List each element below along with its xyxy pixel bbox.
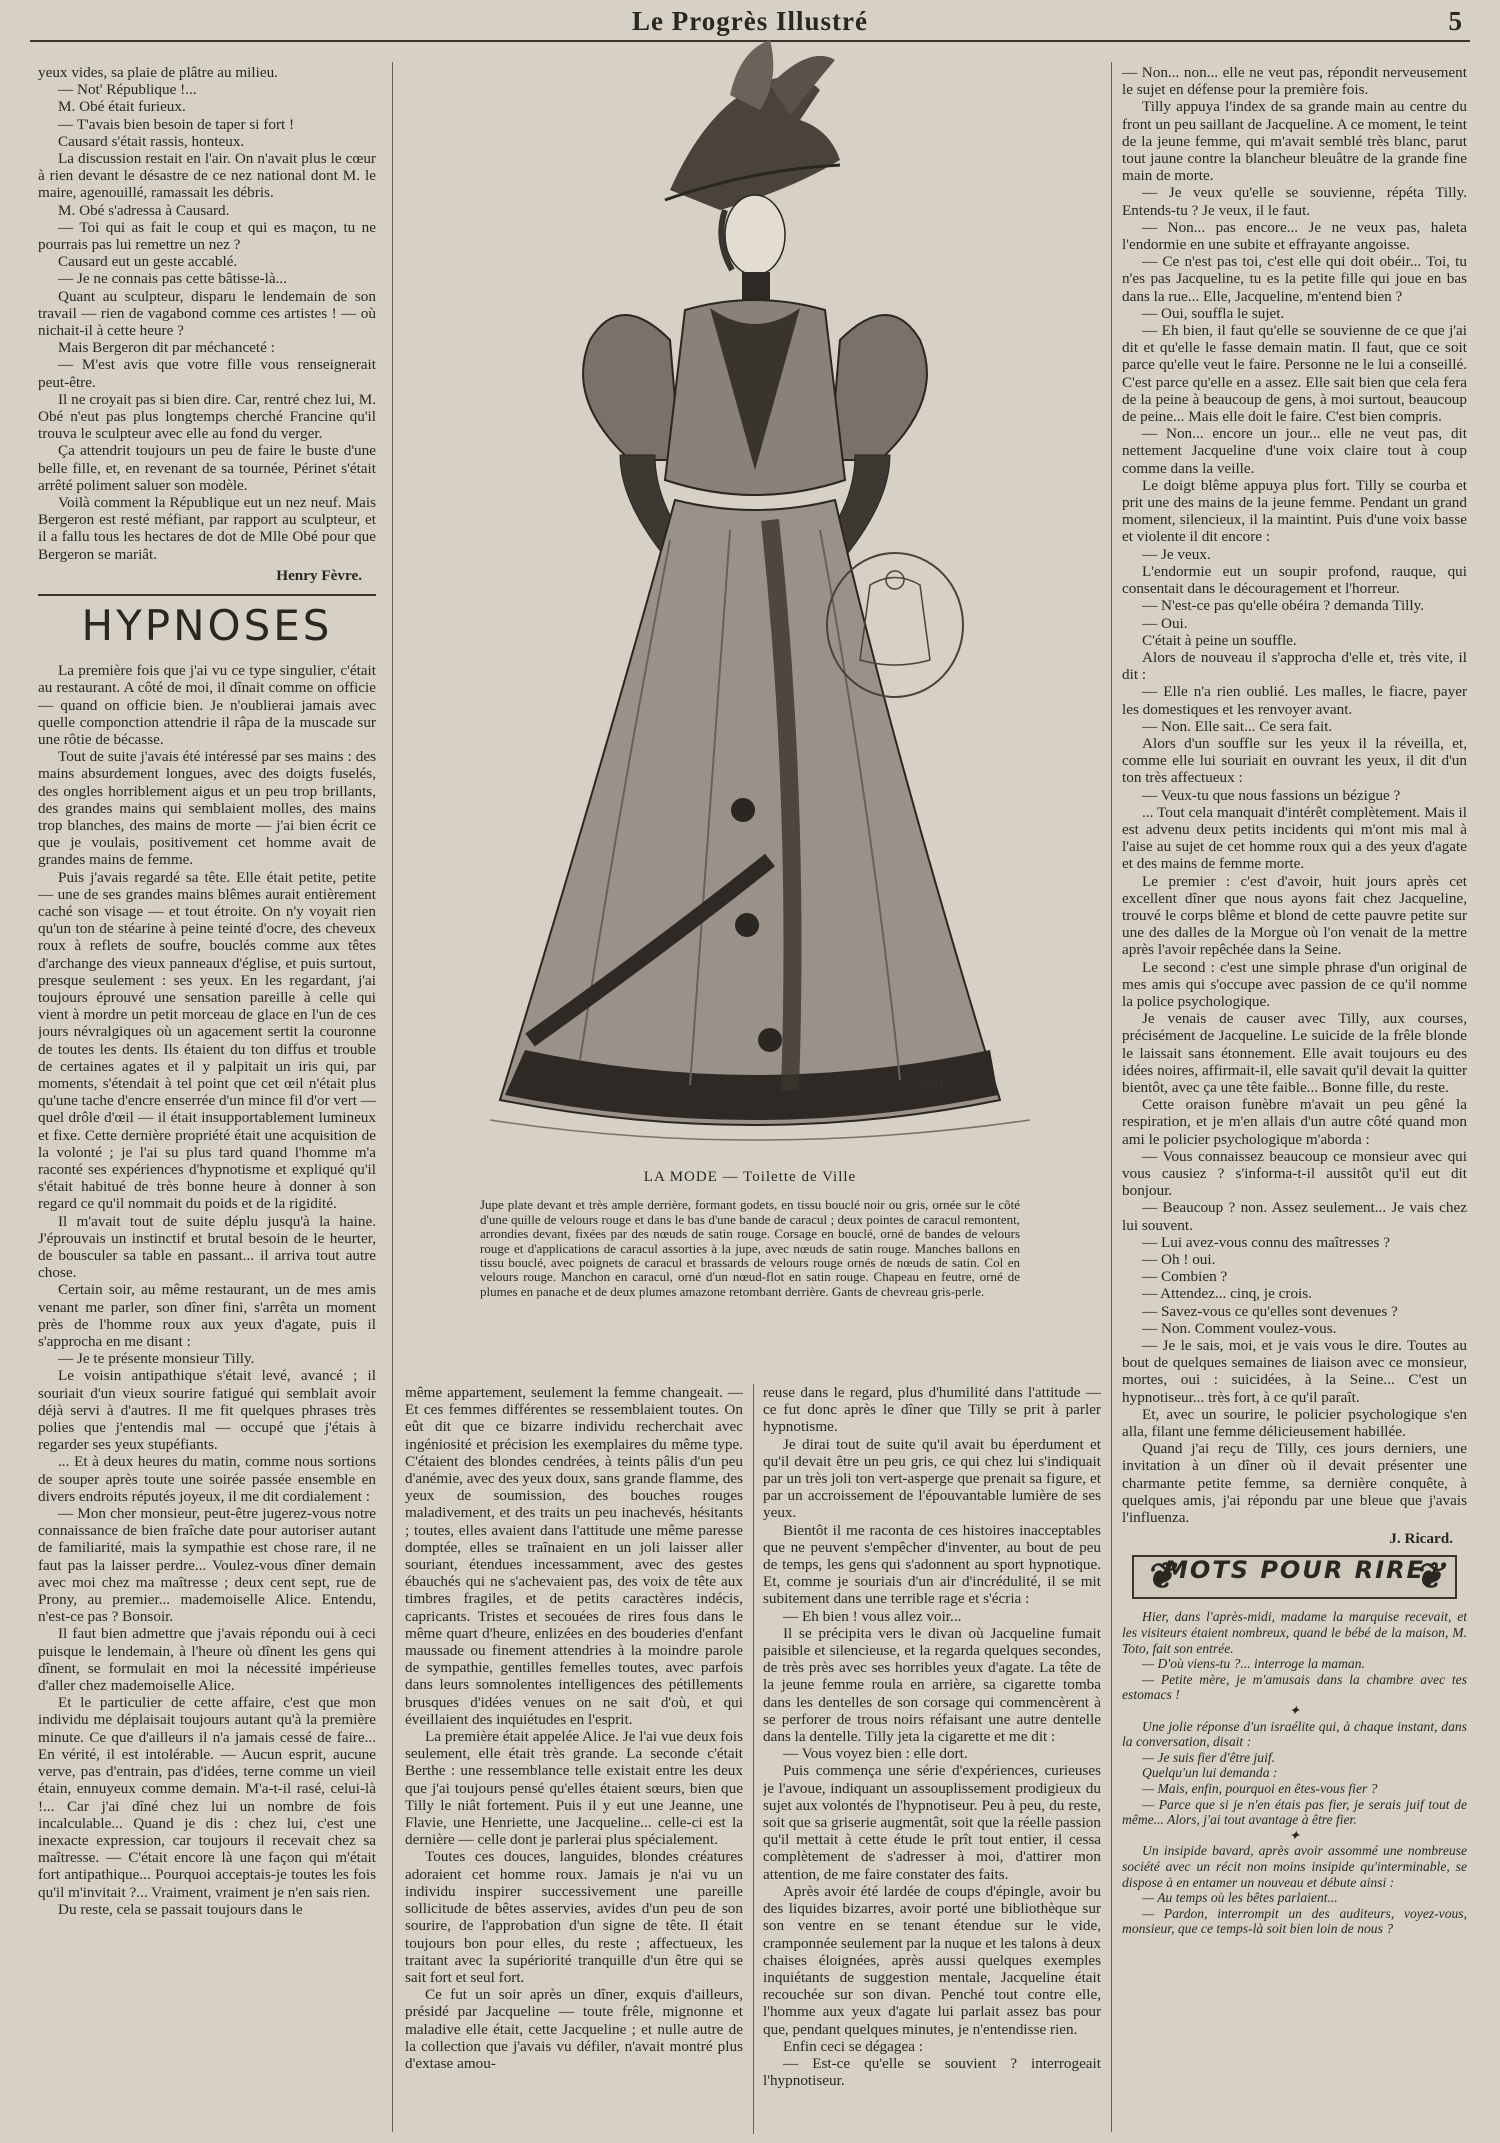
paragraph: Causard s'était rassis, honteux. [58, 132, 245, 150]
paragraph: M. Obé était furieux. [58, 98, 186, 116]
paragraph: — Not' République !... [58, 81, 197, 99]
paragraph: — T'avais bien besoin de taper si fort ! [58, 115, 295, 133]
column-1 [38, 64, 376, 2134]
paragraph: — Combien ? [1142, 1268, 1228, 1286]
paragraph: — Attendez... cinq, je crois. [1142, 1285, 1312, 1303]
paragraph: — Elle n'a rien oublié. Les malles, le fiacre, payer les domestiques et les renvoyer avant. [1122, 683, 1467, 718]
paragraph: L'endormie eut un soupir profond, rauque, qui consentait dans le découragement et l'horreur. [1122, 562, 1467, 598]
paragraph: Et, avec un sourire, le policier psychologique s'en alla, filant une femme délicieusement habillée. [1122, 1405, 1467, 1441]
ornament-icon: ❦ [1144, 1556, 1176, 1597]
paragraph: Bientôt il me raconta de ces histoires inacceptables que ne peuvent s'empêcher d'inventer, au bout de peu de temps, les gens qui s'adonnent au sport hypnotique. Et, comme je souriais d'un air d'incrédulité, il se mit subitement dans une terrible rage et s'écria : [763, 1521, 1101, 1608]
paragraph: Le premier : c'est d'avoir, huit jours après cet excellent dîner que nous ayons fait chez Jacqueline, trouvé le corps blême et blond de cette pauvre petite sur une des dalles de la Morgue où l'on venait de la mettre après l'avoir repêchée dans la Seine. [1122, 872, 1467, 959]
fashion-illustration [470, 40, 1050, 1165]
paragraph: Voilà comment la République eut un nez neuf. Mais Bergeron est resté méfiant, par rapport au sculpteur, et il a fallu tous les hectares de dot de Mlle Obé pour que Bergeron se mariât. [38, 494, 376, 563]
jokes [1122, 1609, 1467, 1936]
paragraph: — Veux-tu que nous fassions un bézigue ? [1142, 786, 1401, 804]
joke-line: Quelqu'un lui demanda : [1142, 1765, 1278, 1781]
paragraph: — Vous voyez bien : elle dort. [783, 1745, 968, 1763]
paragraph: — Lui avez-vous connu des maîtresses ? [1142, 1233, 1390, 1251]
story-ending [38, 64, 376, 584]
caption-title: LA MODE — Toilette de Ville [643, 1169, 857, 1185]
paragraph: — Je veux qu'elle se souvienne, répéta Tilly. Entends-tu ? Je veux, il le faut. [1122, 184, 1467, 219]
paragraph: Ça attendrit toujours un peu de faire le buste d'une belle fille, et, en revenant de sa tournée, Périnet s'était arrêté poliment saluer son modèle. [38, 442, 376, 494]
paragraph: Alors d'un souffle sur les yeux il la réveilla, et, comme elle lui souriait en ouvrant les yeux, il dit d'un ton très affectueux : [1122, 734, 1467, 787]
paragraph: — Je le sais, moi, et je vais vous le dire. Toutes au bout de quelques semaines de liaison avec ce monsieur, mortes, oui : suicidées, à la Seine... C'est un hypnotiseur... très fort, à ce qu'il paraît. [1122, 1337, 1467, 1406]
joke-line: — Au temps où les bêtes parlaient... [1142, 1890, 1338, 1906]
paragraph: ... Et à deux heures du matin, comme nous sortions de souper après toute une soirée passée ensemble en divers endroits réputés joyeux, il me dit cordialement : [38, 1453, 376, 1505]
paragraph: Mais Bergeron dit par méchanceté : [58, 339, 275, 357]
paragraph: Toutes ces douces, languides, blondes créatures adoraient cet homme roux. Jamais je n'ai vu un individu inspirer successivement une pareille sollicitude de bêtes asservies, avides d'un peu de son sourire, de l'approbation d'un signe de tête. Il était toujours bon pour elles, du reste ; affectueux, les traitant avec la supériorité tranquille d'un être qui se sait fort et seul fort. [405, 1848, 743, 1986]
paragraph: — Non... pas encore... Je ne veux pas, haleta l'endormie en une subite et effrayante angoisse. [1122, 218, 1467, 254]
paragraph: même appartement, seulement la femme changeait. — Et ces femmes différentes se ressemblaient toutes. On eût dit que ce bizarre individu recherchait avec ingéniosité et précision les exemplaires du même type. C'étaient des blondes cendrées, à teints pâlis d'un peu d'anémie, avec des yeux doux, sans grande flamme, des yeux de soumission, des bouches rouges maladivement, et des traits un peu inachevés, hésitants ; toutes, elles avaient dans l'attitude une même paresse domptée, elles se traînaient en un joli laisser aller souriant, étendues incessamment, avec des gestes ébauchés qui ne s'achevaient pas, des voix de tête aux timbres fragiles, et de petits caractères indécis, capricants. Tristes et secouées de rires fous dans le même quart d'heure, enlizées en des bouderies d'enfant maussade ou finement attendries à la moindre parole de sympathie, gentilles femelles toutes, avec parfois dans leurs somnolentes intelligences des pétillements brusques d'idées venues on ne sait d'où, et qui éveillaient des inquiétudes en l'esprit. [405, 1384, 743, 1728]
column-rule [1111, 62, 1112, 2132]
paragraph: Quand j'ai reçu de Tilly, ces jours derniers, une invitation à un dîner où il devait présenter une charmante petite femme, sa dernière conquête, à quelques amis, j'ai répondu par une bleue que j'avais l'influenza. [1122, 1440, 1467, 1527]
paragraph: Du reste, cela se passait toujours dans le [58, 1900, 303, 1918]
page-number: 5 [1448, 6, 1462, 36]
paragraph: Le voisin antipathique s'était levé, avancé ; il souriait d'un vieux sourire fatigué qui semblait avoir déjà servi à d'autres. Il me fit quelques phrases très polies que j'entendis mal — occupé que j'étais à regarder ses yeux stupéfiants. [38, 1367, 376, 1454]
paragraph: — Non. Elle sait... Ce sera fait. [1142, 717, 1333, 735]
paragraph: — Je veux. [1142, 545, 1211, 563]
paragraph: La première était appelée Alice. Je l'ai vue deux fois seulement, elle était très grande. La seconde c'était Berthe : une ressemblance telle existait entre les deux que j'ai toujours pensé qu'elles étaient sœurs, bien que Tilly le niât fortement. Puis il y eut une Jeanne, une Flavie, une Henriette, une Jacqueline... celle-ci est la dernière — celle dont je parlerai plus spécialement. [405, 1728, 743, 1849]
bow-icon [731, 798, 755, 822]
paragraph: — Non... encore un jour... elle ne veut pas, dit nettement Jacqueline d'une voix claire tout à coup comme dans la veille. [1122, 425, 1467, 477]
ornament-icon: ❦ [1413, 1556, 1445, 1597]
paragraph: Il ne croyait pas si bien dire. Car, rentré chez lui, M. Obé n'eut pas plus longtemps cherché Francine qu'il trouva le sculpteur avec elle au fond du verger. [38, 390, 376, 443]
paragraph: La première fois que j'ai vu ce type singulier, c'était au restaurant. A côté de moi, il dînait comme on officie — quand on officie bien. Je n'oublierai jamais avec quelle componction attendrie il râpa de la muscade sur une rôtie de bécasse. [38, 662, 376, 748]
separator-icon: ✦ [1288, 1703, 1301, 1719]
paragraph: ... Tout cela manquait d'intérêt complètement. Mais il est advenu deux petits incidents qui m'ont mis mal à l'aise au sujet de cet homme roux qui a des yeux d'agate et des mains de femme morte. [1122, 803, 1467, 873]
paragraph: — Toi qui as fait le coup et qui es maçon, tu ne pourrais pas lui remettre un nez ? [38, 218, 376, 254]
column-2 [405, 1384, 743, 2134]
article-title: HYPNOSES [81, 601, 333, 651]
paragraph: Tilly appuya l'index de sa grande main au centre du front un peu saillant de Jacqueline. A ce moment, le teint de la jeune femme, qui m'avait semblé très blanc, parut tout jaune contre la blancheur bleuâtre de la grande fine main de morte. [1122, 98, 1467, 185]
paragraph: Causard eut un geste accablé. [58, 253, 238, 271]
paragraph: M. Obé s'adressa à Causard. [58, 201, 230, 219]
face [725, 195, 785, 275]
column-rule [753, 1384, 754, 2134]
joke-line: Hier, dans l'après-midi, madame la marquise recevait, et les visiteurs étaient nombreux, quand le bébé de la maison, M. Toto, fait son entrée. [1122, 1609, 1467, 1656]
paragraph: Enfin ceci se dégagea : [783, 2037, 923, 2055]
paragraph: Il m'avait tout de suite déplu jusqu'à la haine. J'éprouvais un instinctif et brutal besoin de le heurter, de bousculer sa table en passant... il arriva tout autre chose. [38, 1212, 376, 1282]
paragraph: — Vous connaissez beaucoup ce monsieur avec qui vous causiez ? s'informa-t-il aussitôt qu'il eut dit bonjour. [1122, 1147, 1467, 1200]
left-sleeve [583, 315, 680, 460]
right-sleeve [830, 315, 927, 460]
paragraph: — Mon cher monsieur, peut-être jugerez-vous notre connaissance de bien fraîche date pour autoriser autant de familiarité, mais la sympathie est chose rare, il ne faut pas la laisser perdre... Voulez-vous dîner demain avec moi chez ma maîtresse ; deux cent sept, rue de Prony, au premier... mademoiselle Alice. Entendu, n'est-ce pas ? Bonsoir. [38, 1505, 376, 1626]
paragraph: Quant au sculpteur, disparu le lendemain de son travail — rien de vagabond comme ces artistes ! — où nichait-il à cette heure ? [38, 287, 376, 340]
paragraph: — Oh ! oui. [1142, 1251, 1216, 1269]
paragraph: yeux vides, sa plaie de plâtre au milieu. [38, 64, 278, 81]
newspaper-title: Le Progrès Illustré [632, 6, 868, 36]
engraver-number: 5961 [920, 1077, 944, 1091]
paragraph: — Ce n'est pas toi, c'est elle qui doit obéir... Toi, tu n'es pas Jacqueline, tu es la petite fille qui joue en bas dans la rue... Elle, Jacqueline, m'entend bien ? [1122, 253, 1467, 305]
paragraph: La discussion restait en l'air. On n'avait plus le cœur à rien devant le désastre de ce nez national dont M. le maire, agenouillé, ramassait les débris. [38, 150, 376, 202]
paragraph: — Je ne connais pas cette bâtisse-là... [58, 270, 287, 288]
paragraph: Puis commença une série d'expériences, curieuses je l'avoue, indiquant un assouplissement prodigieux du sujet aux volontés de l'hypnotiseur. Peu à peu, du reste, soit que sa griserie augmentât, soit que la réelle passion qu'il mettait à cette étude le prît tout entier, il cessa complètement de s'adresser à moi, d'attirer mon attention, de me faire constater des faits. [763, 1762, 1101, 1883]
paragraph: Le doigt blême appuya plus fort. Tilly se courba et prit une des mains de la jeune femme. Pendant un grand moment, silencieux, il la maintint. Puis d'une voix basse et violente il dit encore : [1122, 476, 1467, 546]
column-3 [763, 1384, 1101, 2134]
paragraph: — M'est avis que votre fille vous renseignerait peut-être. [38, 356, 376, 391]
column-rule [392, 62, 393, 2132]
joke-line: — Petite mère, je m'amusais dans la chambre avec tes estomacs ! [1122, 1671, 1467, 1703]
joke-line: Un insipide bavard, après avoir assommé une nombreuse société avec un récit non moins insipide qu'interminable, se dispose à en entamer un nouveau et débute ainsi : [1122, 1843, 1467, 1890]
paragraph: Cette oraison funèbre m'avait un peu gêné la respiration, et je m'en allais d'un autre côté quand mon ami le policier psychologique m'aborda : [1122, 1096, 1467, 1148]
joke-line: Une jolie réponse d'un israélite qui, à chaque instant, dans la conversation, disait : [1122, 1718, 1467, 1750]
masthead [30, 6, 1470, 42]
column-4 [1122, 64, 1467, 2134]
paragraph: — Oui, souffla le sujet. [1142, 304, 1285, 322]
paragraph: C'était à peine un souffle. [1142, 631, 1297, 649]
paragraph: — Je te présente monsieur Tilly. [58, 1350, 255, 1368]
caption-description: Jupe plate devant et très ample derrière, formant godets, en tissu bouclé noir ou gris, ornée sur le côté d'une quille de velours rouge et dans le bas d'une bande de caracul ; deux pointes de caracul remontent, arrondies devant, fixées par des nœuds de satin rouge. Corsage en bouclé, orné de bandes de velours rouge et d'applications de caracul assorties à la jupe, avec nœuds de satin rouge. Manches ballons en tissu bouclé, avec poignets de caracul et brassards de velours rouge ornés de nœuds de satin. Col en velours rouge. Manchon en caracul, orné d'un nœud-flot en satin rouge. Chapeau en feutre, orné de plumes en panache et de deux plumes amazone retombant derrière. Gants de chevreau gris-perle. [480, 1197, 1020, 1299]
section-divider [38, 594, 376, 596]
paragraph: Puis j'avais regardé sa tête. Elle était petite, petite — une de ses grandes mains blêmes aurait entièrement caché son visage — et tout étroite. On n'y voyait rien qu'un ton de stéarine à peine teinté d'ocre, des cheveux roux à reflets de soufre, bouclés comme aux têtes d'archange des vieux panneaux d'église, et puis surtout, presque seulement : ses yeux. En les regardant, j'ai toujours éprouvé une sensation pareille à celle qui vient à mordre un petit morceau de glace en l'un de ces jours névralgiques où un agacement sertit la couronne de toutes les dents. Ils étaient du ton diffus et trouble de certaines agates et il y palpitait un iris qui, par moments, s'étendait à tel point que cet œil n'était plus qu'une tache d'encre enserrée d'un mince fil d'or vert — quel drôle d'œil — il était insupportablement lumineux et fixe. Cette dernière propriété était une acquisition de la volonté ; je l'ai su plus tard quand l'homme m'a raconté ses expériences d'hypnotisme et expliqué qu'il s'était habitué de très bonne heure à donner à son regard ce qu'il nommait du poids et de la rigidité. [38, 868, 376, 1213]
paragraph: Après avoir été lardée de coups d'épingle, avoir bu des liquides bizarres, avoir porté une bibliothèque sur son ventre en se tenant étendue sur le vide, cramponnée seulement par la nuque et les talons à deux chaises éloignées, après aussi quelques exemples inquiétants de suggestion mentale, Jacqueline était recouchée sur son divan. Penché tout contre elle, l'homme aux yeux d'agate lui parlait assez bas pour que, pendant quelques minutes, je n'entendisse rien. [763, 1882, 1101, 2038]
paragraph: — Non... non... elle ne veut pas, répondit nerveusement le sujet en défense pour la première fois. [1122, 64, 1467, 99]
paragraph: — Non. Comment voulez-vous. [1142, 1319, 1337, 1337]
paragraph: Tout de suite j'avais été intéressé par ses mains : des mains absurdement longues, avec des doigts fuselés, des ongles horriblement aigus et un peu trop brillants, des grandes mains qui semblaient molles, des mains trop blanches, des mains de morte — j'ai bien écrit ce que je voulais, positivement cet homme avait de grandes mains de femme. [38, 748, 376, 869]
hat-icon [665, 40, 840, 210]
paragraph: Certain soir, au même restaurant, un de mes amis venant me parler, son dîner fini, s'arrêta un moment près de l'homme roux aux yeux d'agate, puis il s'approcha en me disant : [38, 1281, 376, 1351]
paragraph: Alors de nouveau il s'approcha d'elle et, très vite, il dit : [1122, 648, 1467, 684]
bow-icon [758, 1028, 782, 1052]
paragraph: — Beaucoup ? non. Assez seulement... Je vais chez lui souvent. [1122, 1199, 1467, 1234]
joke-line: — Pardon, interrompit un des auditeurs, voyez-vous, monsieur, que ce temps-là soit bien loin de nous ? [1122, 1905, 1467, 1937]
paragraph: — Savez-vous ce qu'elles sont devenues ? [1142, 1302, 1398, 1320]
paragraph: Il faut bien admettre que j'avais répondu oui à ceci puisque le lendemain, à l'heure où dînent les gens qui dînent, se formulait en moi la nécessité impérieuse d'aller chez mademoiselle Alice. [38, 1625, 376, 1695]
author-signature: Henry Fèvre. [276, 566, 362, 584]
paragraph: Il se précipita vers le divan où Jacqueline fumait paisible et silencieuse, et la regarda quelques secondes, de très près avec ses horribles yeux d'agate. La tête de la jeune femme roula en arrière, sa cigarette tomba dans les dentelles de son corsage qui commencèrent à se perforer de trous noirs réfaisant une autre dentelle dans la dentelle. Tilly jeta la cigarette et me dit : [763, 1624, 1101, 1746]
paragraph: Et le particulier de cette affaire, c'est que mon individu me déplaisait toujours autant qu'à la première minute. Ce que d'ailleurs il n'a jamais cessé de faire... En vérité, il est intolérable. — Aucun esprit, aucune verve, pas d'entrain, pas d'idées, terne comme un vieil étain, ennuyeux comme demain. M'a-t-il rasé, celui-là !... Car j'ai dîné chez lui un nombre de fois incalculable... Quand je dis : chez lui, c'est une inexacte expression, car toujours il recevait chez sa maîtresse. — C'était encore là une façon qui m'était fort antipathique... Pourquoi acceptais-je toutes les fois qu'il m'invitait ?... Vraiment, vraiment je n'en sais rien. [38, 1694, 376, 1901]
paragraph: — Est-ce qu'elle se souvient ? interrogeait l'hypnotiseur. [763, 2054, 1101, 2090]
joke-line: — Mais, enfin, pourquoi en êtes-vous fier ? [1142, 1781, 1378, 1796]
joke-line: — D'où viens-tu ?... interroge la maman. [1142, 1656, 1365, 1672]
author-signature: J. Ricard. [1389, 1530, 1453, 1548]
paragraph: Ce fut un soir après un dîner, exquis d'ailleurs, présidé par Jacqueline — toute frêle, mignonne et maladive elle était, cette Jacqueline ; et nulle autre de la collection que j'avais vu défiler, n'avait montré plus d'extase amou- [405, 1986, 743, 2072]
section-title: MOTS POUR RIRE [1164, 1556, 1425, 1585]
paragraph: — Eh bien, il faut qu'elle se souvienne de ce que j'ai dit et qu'elle le fasse demain matin. Il faut, que ce soit parce qu'elle veut le faire. Personne ne le lui a conseillé. C'est parce qu'elle en a assez. Elle sait bien que cela fera de la peine à beaucoup de gens, à moi surtout, beaucoup de peine... Mais elle doit le faire. C'est bien compris. [1122, 322, 1467, 426]
illustration-caption [480, 1170, 1020, 1299]
paragraph: reuse dans le regard, plus d'humilité dans l'attitude — ce fut donc après le dîner que Tilly se prit à parler hypnotisme. [763, 1384, 1101, 1436]
joke-line: — Je suis fier d'être juif. [1142, 1749, 1276, 1765]
hypnoses-article-start [38, 662, 376, 1918]
paragraph: Je dirai tout de suite qu'il avait bu éperdument et qu'il devait être un peu gris, ce qui chez lui s'indiquait par un très joli ton vert-asperge que prenait sa figure, et par un accroissement de l'épouvantable lumière de ses yeux. [763, 1435, 1101, 1522]
joke-line: — Parce que si je n'en étais pas fier, je serais juif tout de même... Alors, j'ai tout avantage à être fier. [1122, 1796, 1467, 1828]
paragraph: Je venais de causer avec Tilly, aux courses, précisément de Jacqueline. Le suicide de la frêle blonde le laissait sans étonnement. Elle avait toujours eu des idées noires, affirmait-il, elle savait qu'il devait la quitter bientôt, avec ça une tête faible... Bonne fille, du reste. [1122, 1010, 1467, 1096]
mots-pour-rire-banner [1132, 1555, 1457, 1599]
paragraph: — Eh bien ! vous allez voir... [783, 1607, 962, 1625]
bow-icon [735, 913, 759, 937]
paragraph: — N'est-ce pas qu'elle obéira ? demanda Tilly. [1142, 597, 1425, 615]
separator-icon: ✦ [1288, 1827, 1301, 1843]
paragraph: — Oui. [1142, 614, 1188, 632]
paragraph: Le second : c'est une simple phrase d'un original de mes amis qui s'occupe avec passion de ce qu'il nomme la police psychologique. [1122, 958, 1467, 1010]
